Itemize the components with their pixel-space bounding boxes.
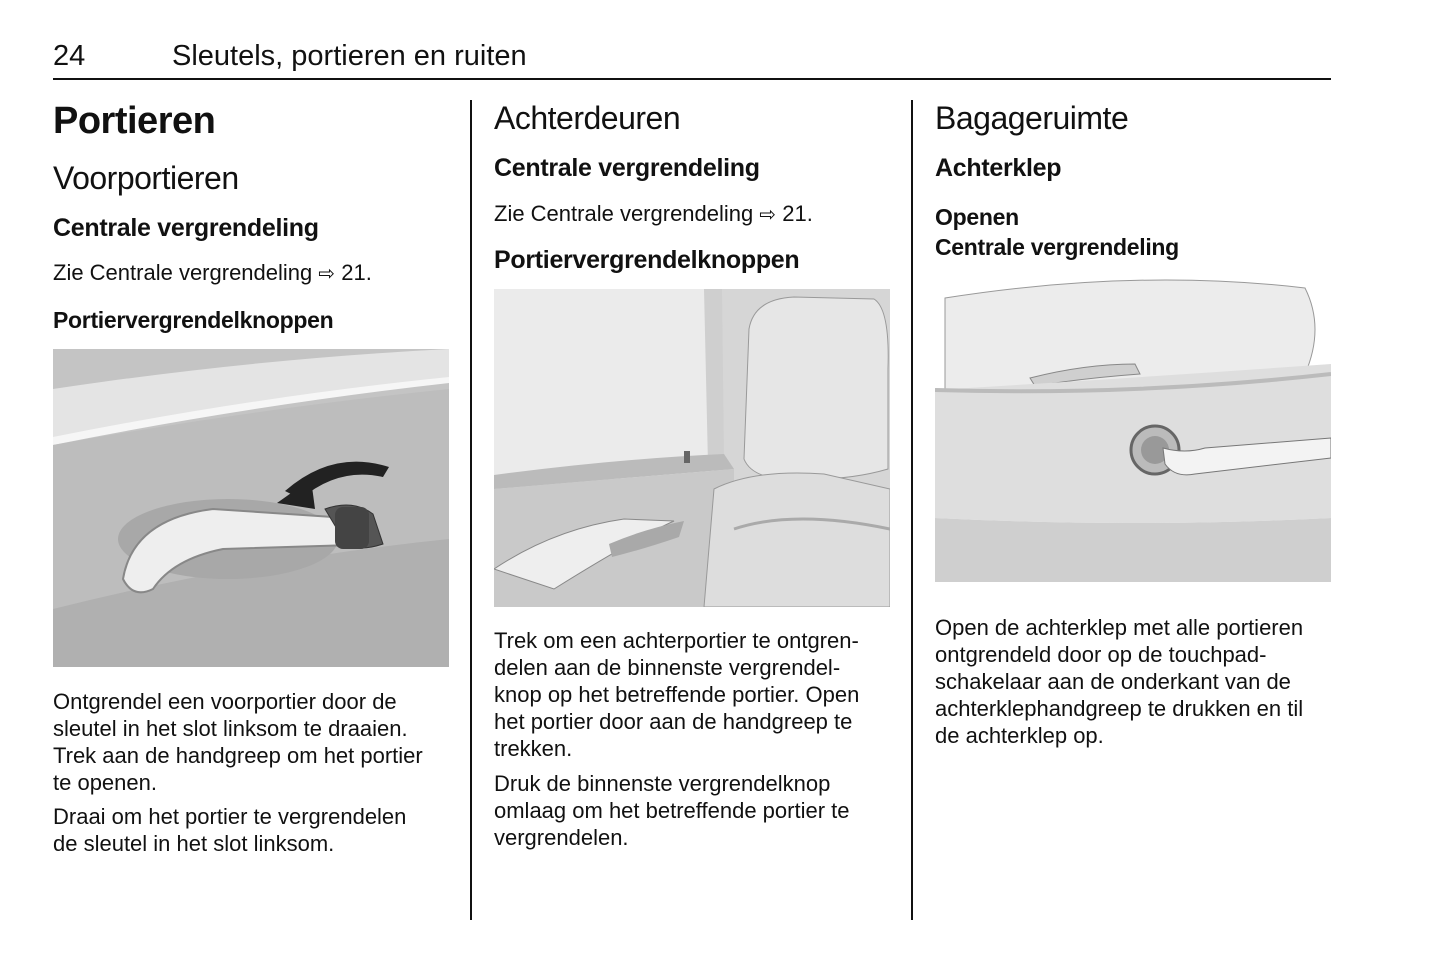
column-divider bbox=[470, 100, 472, 920]
page-number: 24 bbox=[53, 40, 86, 72]
text-line: ontgrendeld door op de touchpad- bbox=[935, 642, 1267, 667]
ref-text: Zie Centrale vergrendeling bbox=[494, 201, 754, 226]
text-line: het portier door aan de handgreep te bbox=[494, 709, 853, 734]
text-line: Trek aan de handgreep om het portier bbox=[53, 743, 423, 768]
paragraph-1 bbox=[494, 627, 894, 762]
subheading-centrale-vergrendeling: Centrale vergrendeling bbox=[935, 234, 1179, 260]
text-line: te openen. bbox=[53, 770, 157, 795]
paragraph-1 bbox=[935, 614, 1335, 749]
subheading-portiervergrendelknoppen: Portiervergrendelknoppen bbox=[494, 246, 800, 274]
paragraph-2 bbox=[53, 803, 453, 857]
subheading-openen: Openen bbox=[935, 204, 1019, 230]
cross-reference[interactable] bbox=[494, 201, 813, 227]
heading-achterdeuren: Achterdeuren bbox=[494, 100, 681, 136]
ref-page: 21. bbox=[782, 201, 813, 226]
heading-portieren: Portieren bbox=[53, 100, 216, 142]
text-line: knop op het betreffende portier. Open bbox=[494, 682, 860, 707]
text-line: sleutel in het slot linksom te draaien. bbox=[53, 716, 408, 741]
text-line: Druk de binnenste vergrendelknop bbox=[494, 771, 831, 796]
cross-reference[interactable] bbox=[53, 260, 372, 286]
text-line: achterklephandgreep te drukken en til bbox=[935, 696, 1304, 721]
text-line: Ontgrendel een voorportier door de bbox=[53, 689, 397, 714]
subheading-centrale-vergrendeling: Centrale vergrendeling bbox=[53, 214, 319, 242]
text-line: Open de achterklep met alle portieren bbox=[935, 615, 1304, 640]
text-line: Draai om het portier te vergrendelen bbox=[53, 804, 407, 829]
column-divider bbox=[911, 100, 913, 920]
page-header bbox=[53, 40, 1331, 80]
paragraph-1 bbox=[53, 688, 453, 796]
rear-door-lock-illustration bbox=[494, 289, 890, 607]
heading-bagageruimte: Bagageruimte bbox=[935, 100, 1129, 136]
paragraph-2 bbox=[494, 770, 894, 851]
subheading-portiervergrendelknoppen: Portiervergrendelknoppen bbox=[53, 307, 334, 333]
text-line: trekken. bbox=[494, 736, 573, 761]
front-door-handle-illustration bbox=[53, 349, 449, 667]
section-title: Sleutels, portieren en ruiten bbox=[172, 40, 527, 72]
ref-text: Zie Centrale vergrendeling bbox=[53, 260, 313, 285]
text-line: vergrendelen. bbox=[494, 825, 629, 850]
text-line: schakelaar aan de onderkant van de bbox=[935, 669, 1291, 694]
ref-page: 21. bbox=[341, 260, 372, 285]
text-line: Trek om een achterportier te ontgren- bbox=[494, 628, 859, 653]
text-line: delen aan de binnenste vergrendel- bbox=[494, 655, 841, 680]
text-line: omlaag om het betreffende portier te bbox=[494, 798, 850, 823]
arrow-right-icon: ⇨ bbox=[318, 263, 336, 285]
subheading-voorportieren: Voorportieren bbox=[53, 160, 239, 196]
text-line: de sleutel in het slot linksom. bbox=[53, 831, 335, 856]
tailgate-touchpad-illustration bbox=[935, 278, 1331, 582]
subheading-achterklep: Achterklep bbox=[935, 154, 1062, 182]
arrow-right-icon: ⇨ bbox=[759, 204, 777, 226]
subheading-centrale-vergrendeling: Centrale vergrendeling bbox=[494, 154, 760, 182]
text-line: de achterklep op. bbox=[935, 723, 1104, 748]
